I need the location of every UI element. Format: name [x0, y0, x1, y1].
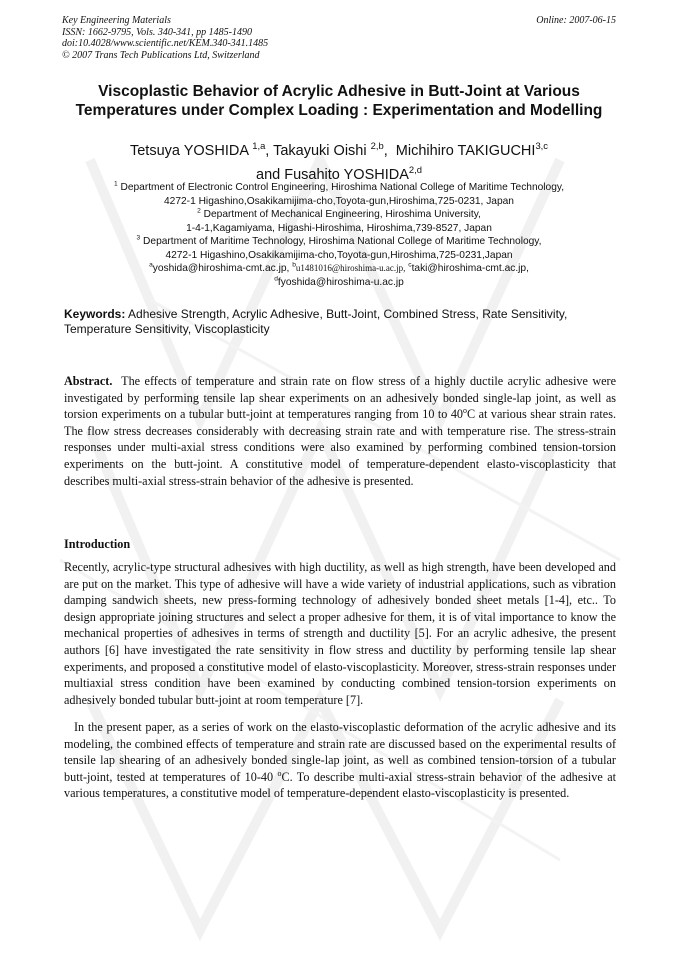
email-c-sup: c [408, 261, 412, 269]
title-line-1: Viscoplastic Behavior of Acrylic Adhesive in Butt-Joint at Various [98, 83, 580, 100]
author-2-sup: 2,b [370, 140, 384, 152]
abstract-degree: o [463, 406, 467, 416]
abstract-text-1: The effects of temperature and strain rate on flow stress of a highly ductile acrylic adhesive were investigated by performing tensile lap shear experiments on an adhesively bonded single-lap joint, as well as torsion experiments on a tubular butt-joint at temperatures ranging from 10 to 40 [64, 374, 616, 422]
copyright: © 2007 Trans Tech Publications Ltd, Switzerland [62, 49, 260, 61]
keywords-text: Adhesive Strength, Acrylic Adhesive, Butt-Joint, Combined Stress, Rate Sensitivity, Temperature Sensitivity, Viscoplasticity [64, 307, 568, 336]
aff2-line1: Department of Mechanical Engineering, Hiroshima University, [203, 209, 481, 220]
author-4: and Fusahito YOSHIDA [256, 167, 409, 183]
author-2: Takayuki Oishi [273, 143, 367, 159]
email-b-sup: b [292, 261, 296, 269]
author-3: Michihiro TAKIGUCHI [395, 143, 536, 159]
intro-p2-degree: o [277, 768, 282, 778]
abstract [64, 373, 616, 489]
email-a-sup: a [149, 261, 153, 269]
online-date: Online: 2007-06-15 [536, 15, 616, 26]
aff3-line2: 4272-1 Higashino,Osakikamijima-cho,Toyota-gun,Hiroshima,725-0231,Japan [165, 249, 513, 261]
email-b: u1481016@hiroshima-u.ac.jp, [295, 263, 406, 273]
journal-name: Key Engineering Materials [62, 15, 171, 26]
intro-paragraph-2 [64, 719, 616, 802]
section-heading: Introduction [64, 537, 131, 551]
intro-paragraph-1: Recently, acrylic-type structural adhesives with high ductility, as well as high strength, have been developed and are put on the market. This type of adhesive will have a wide variety of industrial applications, such as vibration damping sandwich sheets, new press-forming technology of adhesively bonded sheet metals [1-4], etc.. To design appropriate joining structures and select a proper adhesive for them, it is of vital importance to know the mechanical properties of adhesives in terms of strength and ductility [5]. For an acrylic adhesive, the present authors [6] have investigated the rate sensitivity in flow stress and ductility by performing tensile lap shear experiments, and proposed a constitutive model of elasto-viscoplasticity. Moreover, stress-strain responses under multiaxial stress condition have been examined by conducting combined tension-torsion experiments on adhesively bonded tubular butt-joint at room temperature [7]. [64, 560, 616, 707]
issn: ISSN: 1662-9795, Vols. 340-341, pp 1485-1490 [62, 26, 252, 38]
aff2-line2: 1-4-1,Kagamiyama, Higashi-Hiroshima, Hiroshima,739-8527, Japan [186, 222, 492, 234]
email-c: taki@hiroshima-cmt.ac.jp, [411, 263, 529, 274]
aff3-num: 3 [136, 234, 141, 242]
title-line-2: Temperatures under Complex Loading : Experimentation and Modelling [75, 102, 603, 119]
keywords-label: Keywords: [64, 307, 126, 321]
intro-p2-text-2: C. To describe multi-axial stress-strain behavior of the adhesive at various temperatures, a constitutive model of temperature-dependent elasto-viscoplasticity is presented. [64, 769, 616, 801]
email-d: fyoshida@hiroshima-u.ac.jp [277, 276, 404, 288]
author-1: Tetsuya YOSHIDA [129, 143, 249, 159]
email-d-sup: d [274, 275, 278, 283]
doi: doi:10.4028/www.scientific.net/KEM.340-341.1485 [62, 38, 269, 49]
email-a: yoshida@hiroshima-cmt.ac.jp, [152, 263, 290, 274]
abstract-text-2: C at various shear strain rates. The flow stress decreases considerably with decreasing strain rate and with temperature rise. The stress-strain responses under multi-axial stress conditions were also examined by performing combined tension-torsion experiments on the butt-joint. A constitutive model of temperature-dependent elasto-viscoplasticity that describes multi-axial stress-strain behavior of the adhesive is presented. [64, 407, 616, 488]
aff2-num: 2 [197, 207, 201, 215]
abstract-label: Abstract. [64, 374, 113, 388]
aff1-num: 1 [113, 180, 118, 188]
email-line [50, 262, 628, 276]
author-4-sup: 2,d [408, 164, 422, 176]
journal-header [62, 15, 268, 61]
affiliations [50, 181, 628, 289]
aff1-line2: 4272-1 Higashino,Osakikamijima-cho,Toyota-gun,Hiroshima,725-0231, Japan [164, 195, 514, 207]
aff3-line1: Department of Maritime Technology, Hiroshima National College of Maritime Technology, [143, 236, 542, 247]
aff1-line1: Department of Electronic Control Engineering, Hiroshima National College of Maritime Technology, [120, 182, 565, 193]
intro-p2-text-1: In the present paper, as a series of work on the elasto-viscoplastic deformation of the acrylic adhesive and its modeling, the combined effects of temperature and strain rate are discussed based on the experimental results of tensile lap shearing of an adhesively bonded single-lap joint, as well as combined tension-torsion of a tubular butt-joint, tested at temperatures of 10-40 [64, 720, 616, 784]
keywords [64, 307, 616, 337]
author-list: Tetsuya YOSHIDA $^{1,a}$, Takayuki Oishi $^{2,b}$, Michihiro TAKIGUCHI$^{3,c}$ and Fusahito YOSHIDA$^{2,d}$ [129, 140, 548, 183]
paper-title [50, 82, 628, 120]
author-3-sup: 3,c [535, 140, 548, 152]
author-1-sup: 1,a [252, 140, 266, 152]
